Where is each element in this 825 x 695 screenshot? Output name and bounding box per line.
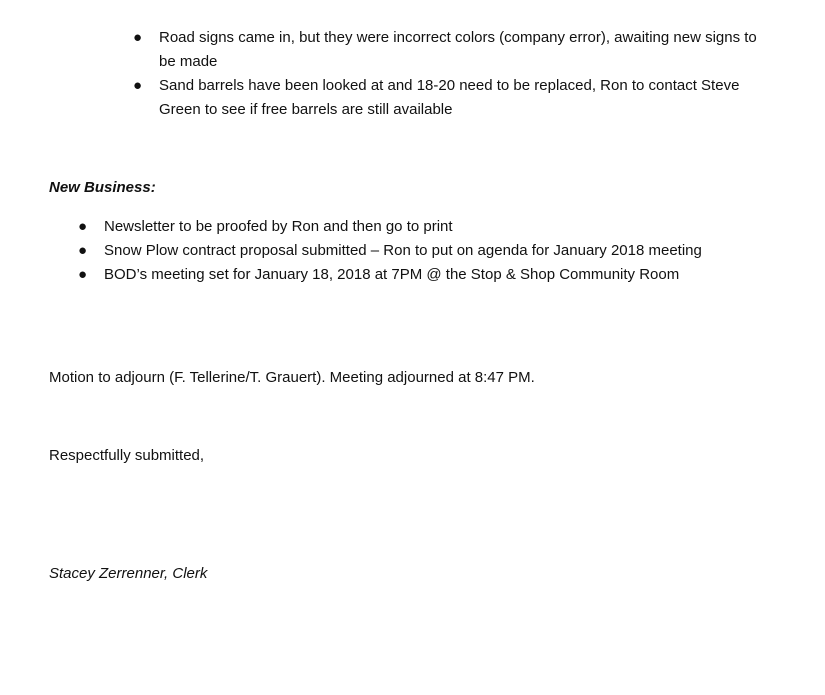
bullet-icon: ● (133, 29, 143, 46)
old-business-list (133, 26, 769, 122)
list-item (133, 74, 769, 122)
list-item-text: Road signs came in, but they were incorrect colors (company error), awaiting new signs to be made (159, 29, 757, 70)
list-item (133, 26, 769, 74)
list-item (78, 215, 784, 239)
list-item-text: Sand barrels have been looked at and 18-20 need to be replaced, Ron to contact Steve Green to see if free barrels are still available (159, 77, 740, 118)
closing-text: Respectfully submitted, (49, 447, 205, 464)
list-item (78, 239, 784, 263)
adjourn-motion-text: Motion to adjourn (F. Tellerine/T. Grauert). Meeting adjourned at 8:47 PM. (49, 369, 535, 386)
bullet-icon: ● (78, 266, 88, 283)
new-business-heading: New Business: (49, 179, 156, 196)
list-item-text: Snow Plow contract proposal submitted – Ron to put on agenda for January 2018 meeting (104, 242, 702, 259)
bullet-icon: ● (133, 77, 143, 94)
list-item (78, 263, 784, 287)
list-item-text: Newsletter to be proofed by Ron and then go to print (104, 218, 453, 235)
signature-line: Stacey Zerrenner, Clerk (49, 565, 208, 582)
list-item-text: BOD’s meeting set for January 18, 2018 at 7PM @ the Stop & Shop Community Room (104, 266, 680, 283)
bullet-icon: ● (78, 218, 88, 235)
new-business-list (78, 215, 784, 287)
bullet-icon: ● (78, 242, 88, 259)
